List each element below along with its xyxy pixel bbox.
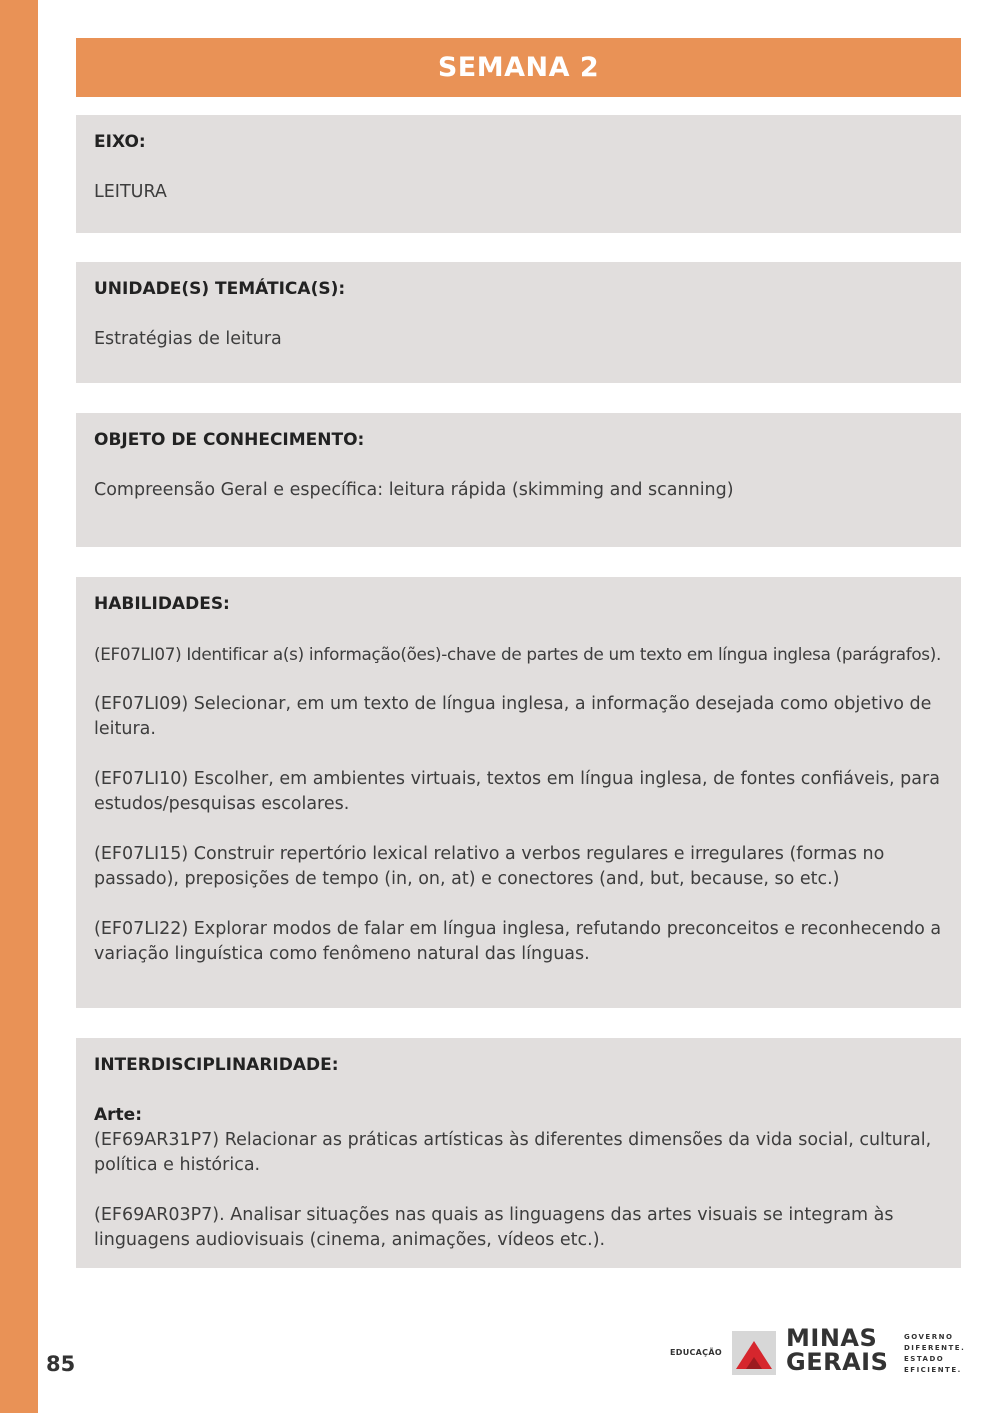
tagline-line-2: DIFERENTE. [904, 1344, 966, 1352]
logo-mark [732, 1331, 776, 1375]
habilidades-label: HABILIDADES: [94, 594, 230, 614]
week-title: SEMANA 2 [437, 52, 600, 83]
brand-tagline [904, 1332, 965, 1376]
habilidade-item: (EF07LI09) Selecionar, em um texto de língua inglesa, a informação desejada como objetivo de leitura. [94, 694, 932, 739]
interdisciplinaridade-label: INTERDISCIPLINARIDADE: [94, 1055, 339, 1075]
habilidade-item: (EF07LI22) Explorar modos de falar em língua inglesa, refutando preconceitos e reconhecendo a variação linguística como fenômeno natural das línguas. [94, 919, 942, 964]
interdisciplinaridade-item: (EF69AR31P7) Relacionar as práticas artísticas às diferentes dimensões da vida social, cultural, política e histórica. [94, 1130, 932, 1175]
objeto-panel [76, 413, 961, 547]
unidade-label: UNIDADE(S) TEMÁTICA(S): [94, 279, 346, 299]
footer-logo [666, 1326, 966, 1378]
tagline-line-3: ESTADO [904, 1355, 945, 1363]
eixo-value: LEITURA [94, 182, 167, 202]
subject-label: Arte: [94, 1105, 142, 1125]
brand-line-1: MINAS [786, 1324, 878, 1352]
page-number: 85 [46, 1352, 76, 1376]
eixo-panel [76, 115, 961, 233]
education-label: EDUCAÇÃO [670, 1348, 722, 1357]
objeto-value: Compreensão Geral e específica: leitura rápida (skimming and scanning) [94, 480, 734, 500]
brand-line-2: GERAIS [786, 1348, 889, 1376]
habilidade-item: (EF07LI07) Identificar a(s) informação(ões)-chave de partes de um texto em língua inglesa (parágrafos). [94, 644, 942, 664]
tagline-line-4: EFICIENTE. [904, 1366, 962, 1374]
interdisciplinaridade-panel [76, 1038, 961, 1268]
eixo-label: EIXO: [94, 132, 146, 152]
brand-name [786, 1326, 888, 1374]
mountain-icon [732, 1331, 776, 1375]
tagline-line-1: GOVERNO [904, 1333, 954, 1341]
habilidade-item: (EF07LI10) Escolher, em ambientes virtuais, textos em língua inglesa, de fontes confiáveis, para estudos/pesquisas escolares. [94, 769, 940, 814]
interdisciplinaridade-item: (EF69AR03P7). Analisar situações nas quais as linguagens das artes visuais se integram às linguagens audiovisuais (cinema, animações, vídeos etc.). [94, 1205, 894, 1250]
habilidade-item: (EF07LI15) Construir repertório lexical relativo a verbos regulares e irregulares (formas no passado), preposições de tempo (in, on, at) e conectores (and, but, because, so etc.) [94, 844, 885, 889]
habilidades-panel [76, 577, 961, 1008]
unidade-panel [76, 262, 961, 383]
unidade-value: Estratégias de leitura [94, 329, 282, 349]
objeto-label: OBJETO DE CONHECIMENTO: [94, 430, 365, 450]
week-header [76, 38, 961, 97]
left-accent-bar [0, 0, 38, 1413]
